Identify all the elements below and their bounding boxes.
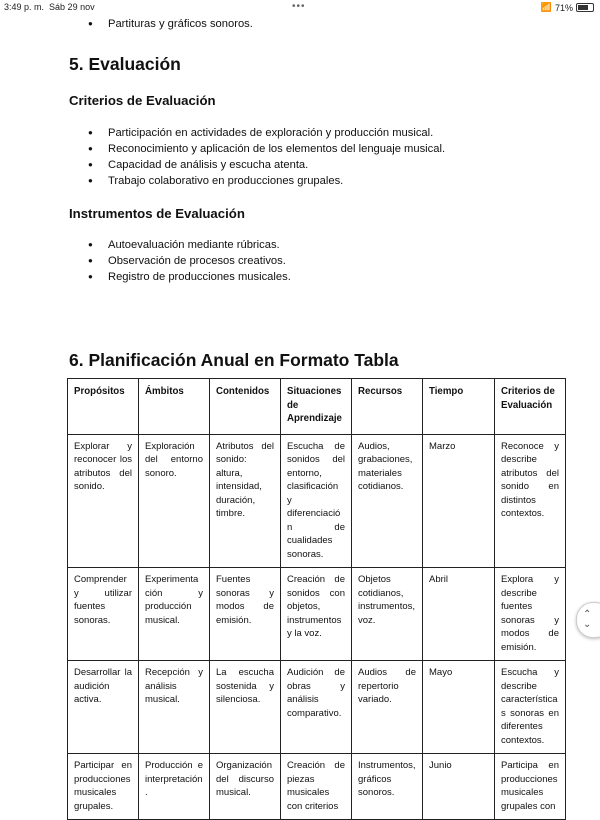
- table-cell: Objetos cotidianos, instrumentos, voz.: [352, 568, 423, 661]
- chevron-down-icon: ⌄: [583, 619, 592, 630]
- table-cell: Creación de sonidos con objetos, instrumentos y la voz.: [281, 568, 352, 661]
- criterios-list: [88, 125, 445, 189]
- table-row: [68, 661, 566, 754]
- list-item: ● Participación en actividades de exploración y producción musical.: [88, 125, 445, 141]
- table-cell: Audios de repertorio variado.: [352, 661, 423, 754]
- table-header-row: [68, 379, 566, 435]
- table-cell: Organización del discurso musical.: [210, 754, 281, 820]
- criterios-title: Criterios de Evaluación: [69, 93, 216, 108]
- table-cell: Participar en producciones musicales grupales.: [68, 754, 139, 820]
- table-cell: Instrumentos, gráficos sonoros.: [352, 754, 423, 820]
- table-cell: Abril: [423, 568, 495, 661]
- more-dots-icon[interactable]: •••: [292, 1, 306, 12]
- instrumentos-list: [88, 237, 291, 285]
- table-cell: Explorar y reconocer los atributos del sonido.: [68, 434, 139, 568]
- table-cell: Escucha de sonidos del entorno, clasificación y diferenciación de cualidades sonoras.: [281, 434, 352, 568]
- list-item: ● Autoevaluación mediante rúbricas.: [88, 237, 291, 253]
- top-bullet-list: [88, 16, 253, 32]
- table-cell: Reconoce y describe atributos del sonido en distintos contextos.: [495, 434, 566, 568]
- table-row: [68, 434, 566, 568]
- scroll-arrows-button[interactable]: [576, 602, 600, 638]
- table-cell: Junio: [423, 754, 495, 820]
- list-item: ● Observación de procesos creativos.: [88, 253, 291, 269]
- section-5-title: 5. Evaluación: [69, 54, 181, 74]
- table-cell: Experimentación y producción musical.: [139, 568, 210, 661]
- table-cell: Audios, grabaciones, materiales cotidianos.: [352, 434, 423, 568]
- table-cell: Exploración del entorno sonoro.: [139, 434, 210, 568]
- wifi-icon: 📶: [540, 2, 552, 12]
- table-cell: Desarrollar la audición activa.: [68, 661, 139, 754]
- table-row: [68, 568, 566, 661]
- list-item: ● Trabajo colaborativo en producciones grupales.: [88, 173, 445, 189]
- table-cell: Creación de piezas musicales con criterios: [281, 754, 352, 820]
- planning-table: [67, 378, 566, 820]
- table-cell: Participa en producciones musicales grupales con: [495, 754, 566, 820]
- table-cell: Marzo: [423, 434, 495, 568]
- table-header-cell: Tiempo: [423, 379, 495, 435]
- table-cell: Audición de obras y análisis comparativo.: [281, 661, 352, 754]
- table-cell: Recepción y análisis musical.: [139, 661, 210, 754]
- table-header-cell: Criterios de Evaluación: [495, 379, 566, 435]
- battery-percent: 71%: [554, 2, 573, 13]
- table-cell: Explora y describe fuentes sonoras y modos de emisión.: [495, 568, 566, 661]
- table-header-cell: Contenidos: [210, 379, 281, 435]
- table-cell: La escucha sostenida y silenciosa.: [210, 661, 281, 754]
- table-body: [68, 434, 566, 820]
- table-cell: Mayo: [423, 661, 495, 754]
- table-header-cell: Propósitos: [68, 379, 139, 435]
- table-cell: Escucha y describe características sonoras en diferentes contextos.: [495, 661, 566, 754]
- section-6-title: 6. Planificación Anual en Formato Tabla: [69, 350, 399, 370]
- table-cell: Fuentes sonoras y modos de emisión.: [210, 568, 281, 661]
- instrumentos-title: Instrumentos de Evaluación: [69, 206, 245, 221]
- list-item: ● Reconocimiento y aplicación de los elementos del lenguaje musical.: [88, 141, 445, 157]
- table-header-cell: Ámbitos: [139, 379, 210, 435]
- list-item: ● Partituras y gráficos sonoros.: [88, 16, 253, 32]
- table-cell: Producción e interpretación.: [139, 754, 210, 820]
- table-header-cell: Recursos: [352, 379, 423, 435]
- table-row: [68, 754, 566, 820]
- status-time: 3:49 p. m. Sáb 29 nov: [4, 2, 95, 12]
- table-cell: Atributos del sonido: altura, intensidad, duración, timbre.: [210, 434, 281, 568]
- table-cell: Comprender y utilizar fuentes sonoras.: [68, 568, 139, 661]
- list-item: ● Capacidad de análisis y escucha atenta.: [88, 157, 445, 173]
- list-item: ● Registro de producciones musicales.: [88, 269, 291, 285]
- table-header-cell: Situaciones de Aprendizaje: [281, 379, 352, 435]
- chevron-up-icon: ⌃: [583, 609, 592, 620]
